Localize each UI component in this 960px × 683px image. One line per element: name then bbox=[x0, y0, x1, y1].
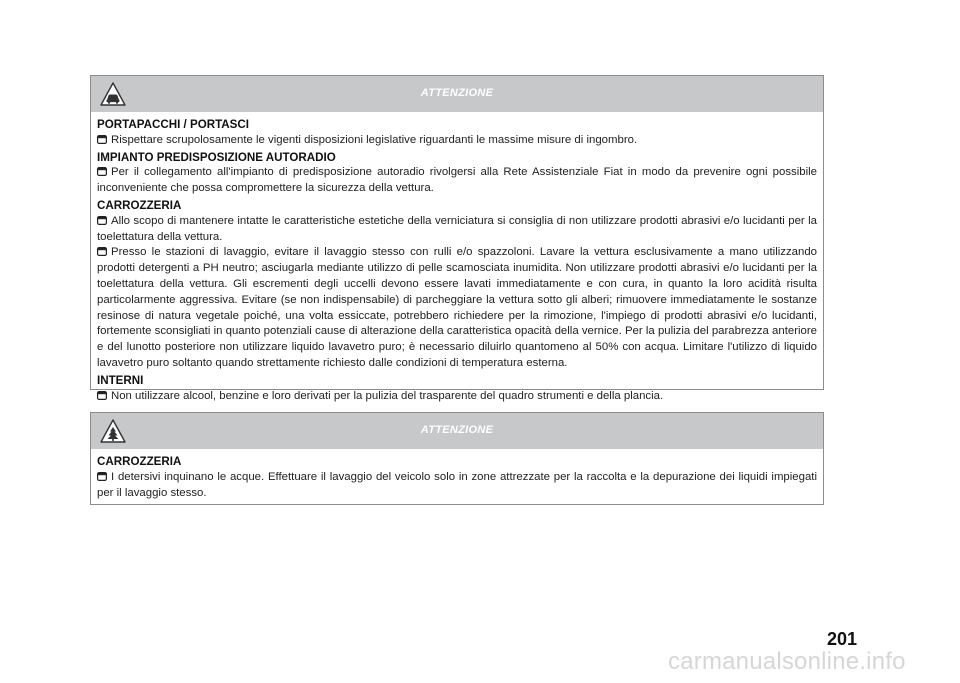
warning-body bbox=[91, 449, 823, 501]
bullet-icon bbox=[97, 135, 107, 144]
paragraph-text: I detersivi inquinano le acque. Effettuare il lavaggio del veicolo solo in zone attrezzate per la raccolta e la depurazione dei liquidi impiegati per il lavaggio stesso. bbox=[97, 470, 817, 499]
watermark: carmanualsonline.info bbox=[668, 648, 906, 675]
warning-title: ATTENZIONE bbox=[420, 87, 494, 99]
section-title: PORTAPACCHI / PORTASCI bbox=[97, 118, 250, 131]
warning-title: ATTENZIONE bbox=[420, 424, 494, 436]
section-title: INTERNI bbox=[97, 373, 144, 387]
section-title: CARROZZERIA bbox=[97, 198, 182, 212]
warning-body bbox=[91, 112, 823, 404]
bullet-icon bbox=[97, 472, 107, 481]
warning-box-1 bbox=[90, 75, 824, 402]
bullet-icon bbox=[97, 216, 107, 225]
paragraph bbox=[97, 245, 817, 371]
paragraph-text: Presso le stazioni di lavaggio, evitare il lavaggio stesso con rulli e/o spazzoloni. Lavare la vettura esclusivamente a mano utilizzando prodotti detergenti a PH neutro; asciugarla mediante utilizzo di pelle scamosciata inumidita. Non utilizzare prodotti abrasivi e/o lucidanti per la toelettatura della vettura. Gli escrementi degli uccelli devono essere lavati immediatamente e con cura, in quanto la loro acidità risulta particolarmente aggressiva. Evitare (se non indispensabile) di parcheggiare la vettura sotto gli alberi; rimuovere immediatamente le sostanze resinose di natura vegetale poiché, una volta essiccate, potrebbero richiedere per la rimozione, l'impiego di prodotti abrasivi e/o lucidanti, fortemente sconsigliati in quanto potenziali cause di alterazione della caratteristica opacità della vernice. Per la pulizia del parabrezza anteriore e del lunotto posteriore non utilizzare liquido lavavetro puro; è necessario diluirlo quantomeno al 50% con acqua. Limitare l'utilizzo di liquido lavavetro puro soltanto quando strettamente richiesto dalle condizioni di temperatura esterna. bbox=[97, 246, 817, 369]
warning-header bbox=[91, 413, 823, 449]
paragraph-text: Per il collegamento all'impianto di predisposizione autoradio rivolgersi alla Rete Assistenziale Fiat in modo da prevenire ogni possibile inconveniente che possa compromettere la sicurezza della vettura. bbox=[97, 166, 817, 195]
paragraph bbox=[97, 214, 817, 246]
paragraph bbox=[97, 133, 817, 149]
section-title: IMPIANTO PREDISPOSIZIONE AUTORADIO bbox=[97, 150, 336, 164]
bullet-icon bbox=[97, 391, 107, 400]
warning-box-2 bbox=[90, 412, 824, 505]
paragraph bbox=[97, 389, 817, 405]
paragraph-text: Non utilizzare alcool, benzine e loro derivati per la pulizia del trasparente del quadro strumenti e della plancia. bbox=[111, 389, 664, 402]
bullet-icon bbox=[97, 167, 107, 176]
bullet-icon bbox=[97, 247, 107, 256]
paragraph bbox=[97, 165, 817, 197]
paragraph bbox=[97, 470, 817, 502]
section-title: CARROZZERIA bbox=[97, 455, 182, 468]
paragraph-text: Allo scopo di mantenere intatte le caratteristiche estetiche della verniciatura si consiglia di non utilizzare prodotti abrasivi e/o lucidanti per la toelettatura della vettura. bbox=[97, 214, 817, 243]
paragraph-text: Rispettare scrupolosamente le vigenti disposizioni legislative riguardanti le massime misure di ingombro. bbox=[111, 133, 638, 146]
warning-header bbox=[91, 76, 823, 112]
page-number: 201 bbox=[827, 629, 858, 649]
